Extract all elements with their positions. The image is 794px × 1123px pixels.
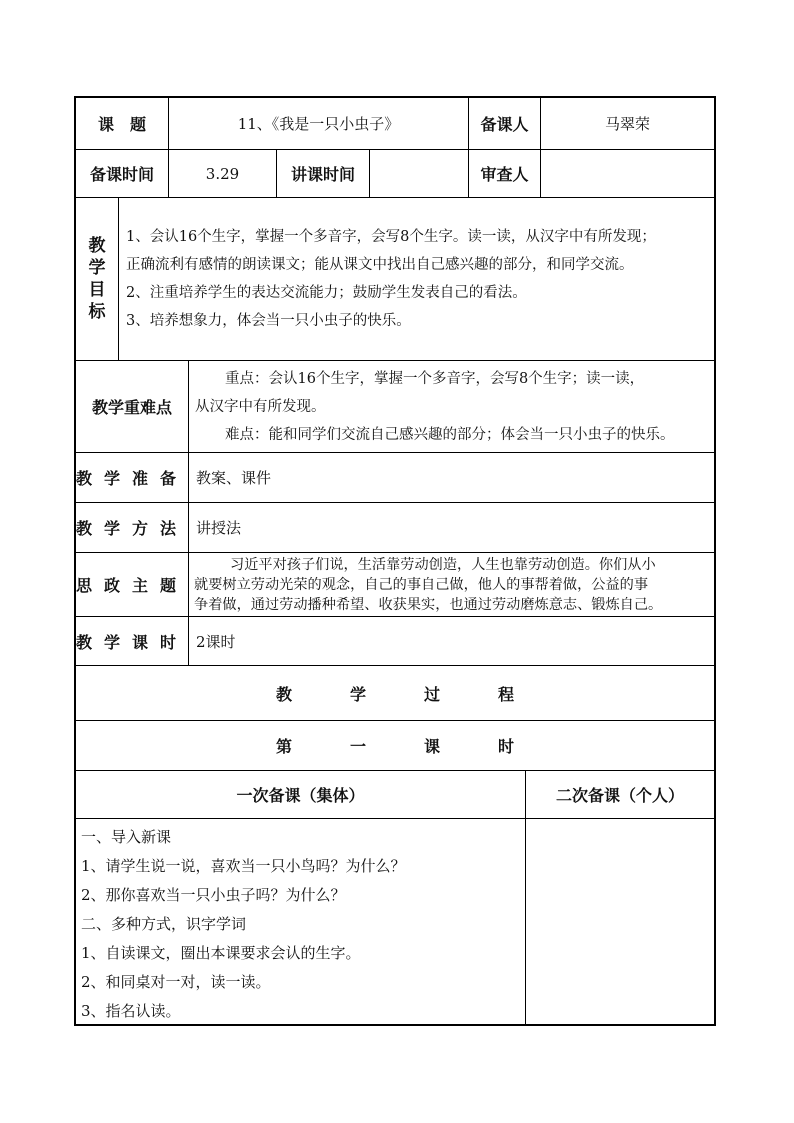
row-topic — [76, 98, 714, 150]
lesson-line: 二、多种方式，识字学词 — [81, 915, 247, 933]
teach-time-label: 讲课时间 — [290, 165, 355, 184]
process-title: 教学过程 — [275, 684, 572, 704]
topic-value-cell — [169, 98, 469, 149]
lesson-line: 一、导入新课 — [81, 828, 172, 846]
topic-label: 课 题 — [97, 115, 146, 134]
topic-value: 11、《我是一只小虫子》 — [237, 115, 400, 133]
preparer-value-cell — [541, 98, 714, 149]
goals-label-char: 教 — [88, 236, 106, 256]
preparer-label: 备课人 — [480, 115, 529, 134]
key-points-content-cell — [189, 361, 714, 452]
row-process-title — [76, 666, 714, 721]
goals-content-cell — [119, 198, 714, 360]
lesson-title: 第一课时 — [275, 737, 572, 756]
collective-header-cell — [76, 771, 526, 818]
collective-content-cell — [76, 819, 526, 1024]
ideology-line: 就要树立劳动光荣的观念，自己的事自己做，他人的事帮着做，公益的事 — [194, 576, 649, 593]
row-hours — [76, 617, 714, 666]
prep-time-label: 备课时间 — [89, 165, 154, 184]
goals-line: 正确流利有感情的朗读课文；能从课文中找出自己感兴趣的部分，和同学交流。 — [126, 257, 634, 273]
method-value-cell — [189, 503, 714, 552]
goals-line: 3、培养想象力，体会当一只小虫子的快乐。 — [126, 313, 411, 329]
goals-line: 1、会认16个生字，掌握一个多音字，会写8个生字。读一读，从汉字中有所发现； — [126, 229, 656, 245]
ideology-label-cell — [76, 553, 189, 616]
method-value: 讲授法 — [196, 519, 242, 537]
ideology-line: 争着做，通过劳动播种希望、收获果实，也通过劳动磨炼意志、锻炼自己。 — [194, 596, 663, 613]
row-lesson-content — [76, 819, 714, 1024]
hours-value-cell — [189, 617, 714, 665]
goals-label-char: 学 — [88, 258, 106, 278]
collective-header: 一次备课（集体） — [236, 786, 365, 805]
preparation-value: 教案、课件 — [196, 469, 272, 487]
personal-header: 二次备课（个人） — [555, 786, 684, 805]
lesson-plan-table — [74, 96, 716, 1026]
ideology-line: 习近平对孩子们说，生活靠劳动创造，人生也靠劳动创造。你们从小 — [230, 556, 656, 573]
prep-time-value-cell — [169, 150, 277, 197]
preparation-label: 教学准备 — [76, 469, 189, 488]
lesson-line: 1、自读课文，圈出本课要求会认的生字。 — [81, 944, 361, 962]
personal-content-cell — [526, 819, 714, 1024]
hours-label: 教学课时 — [76, 632, 189, 652]
preparer-label-cell — [469, 98, 541, 149]
lesson-line: 1、请学生说一说，喜欢当一只小鸟吗？为什么？ — [81, 857, 406, 875]
prep-time-value: 3.29 — [205, 164, 240, 183]
ideology-label: 思政主题 — [76, 576, 189, 595]
teach-time-label-cell — [277, 150, 370, 197]
key-points-line: 从汉字中有所发现。 — [195, 398, 326, 415]
goals-line: 2、注重培养学生的表达交流能力；鼓励学生发表自己的看法。 — [126, 285, 527, 301]
lesson-line: 2、和同桌对一对，读一读。 — [81, 973, 271, 991]
teach-time-value-cell — [370, 150, 469, 197]
reviewer-value-cell — [541, 150, 714, 197]
preparer-value: 马翠荣 — [604, 115, 650, 133]
row-ideology — [76, 553, 714, 617]
preparation-label-cell — [76, 453, 189, 502]
personal-header-cell — [526, 771, 714, 818]
lesson-title-cell — [76, 721, 714, 770]
goals-label-char: 标 — [88, 302, 106, 322]
key-points-label-cell — [76, 361, 189, 452]
process-title-cell — [76, 666, 714, 720]
ideology-content-cell — [189, 553, 714, 616]
reviewer-label: 审查人 — [480, 165, 529, 184]
row-column-headers — [76, 771, 714, 819]
preparation-value-cell — [189, 453, 714, 502]
hours-label-cell — [76, 617, 189, 665]
row-goals — [76, 198, 714, 361]
reviewer-label-cell — [469, 150, 541, 197]
goals-label-char: 目 — [88, 280, 106, 300]
lesson-line: 3、指名认读。 — [81, 1002, 181, 1020]
prep-time-label-cell — [76, 150, 169, 197]
key-points-line: 难点：能和同学们交流自己感兴趣的部分；体会当一只小虫子的快乐。 — [225, 426, 675, 443]
row-preparation — [76, 453, 714, 503]
method-label: 教学方法 — [76, 519, 189, 538]
row-lesson-title — [76, 721, 714, 771]
topic-label-cell — [76, 98, 169, 149]
hours-value: 2课时 — [196, 632, 236, 651]
key-points-label: 教学重难点 — [91, 398, 172, 417]
row-times — [76, 150, 714, 198]
row-method — [76, 503, 714, 553]
lesson-line: 2、那你喜欢当一只小虫子吗？为什么？ — [81, 886, 346, 904]
method-label-cell — [76, 503, 189, 552]
goals-label-cell — [76, 198, 119, 360]
key-points-line: 重点：会认16个生字，掌握一个多音字，会写8个生字；读一读， — [225, 370, 645, 387]
row-key-points — [76, 361, 714, 453]
